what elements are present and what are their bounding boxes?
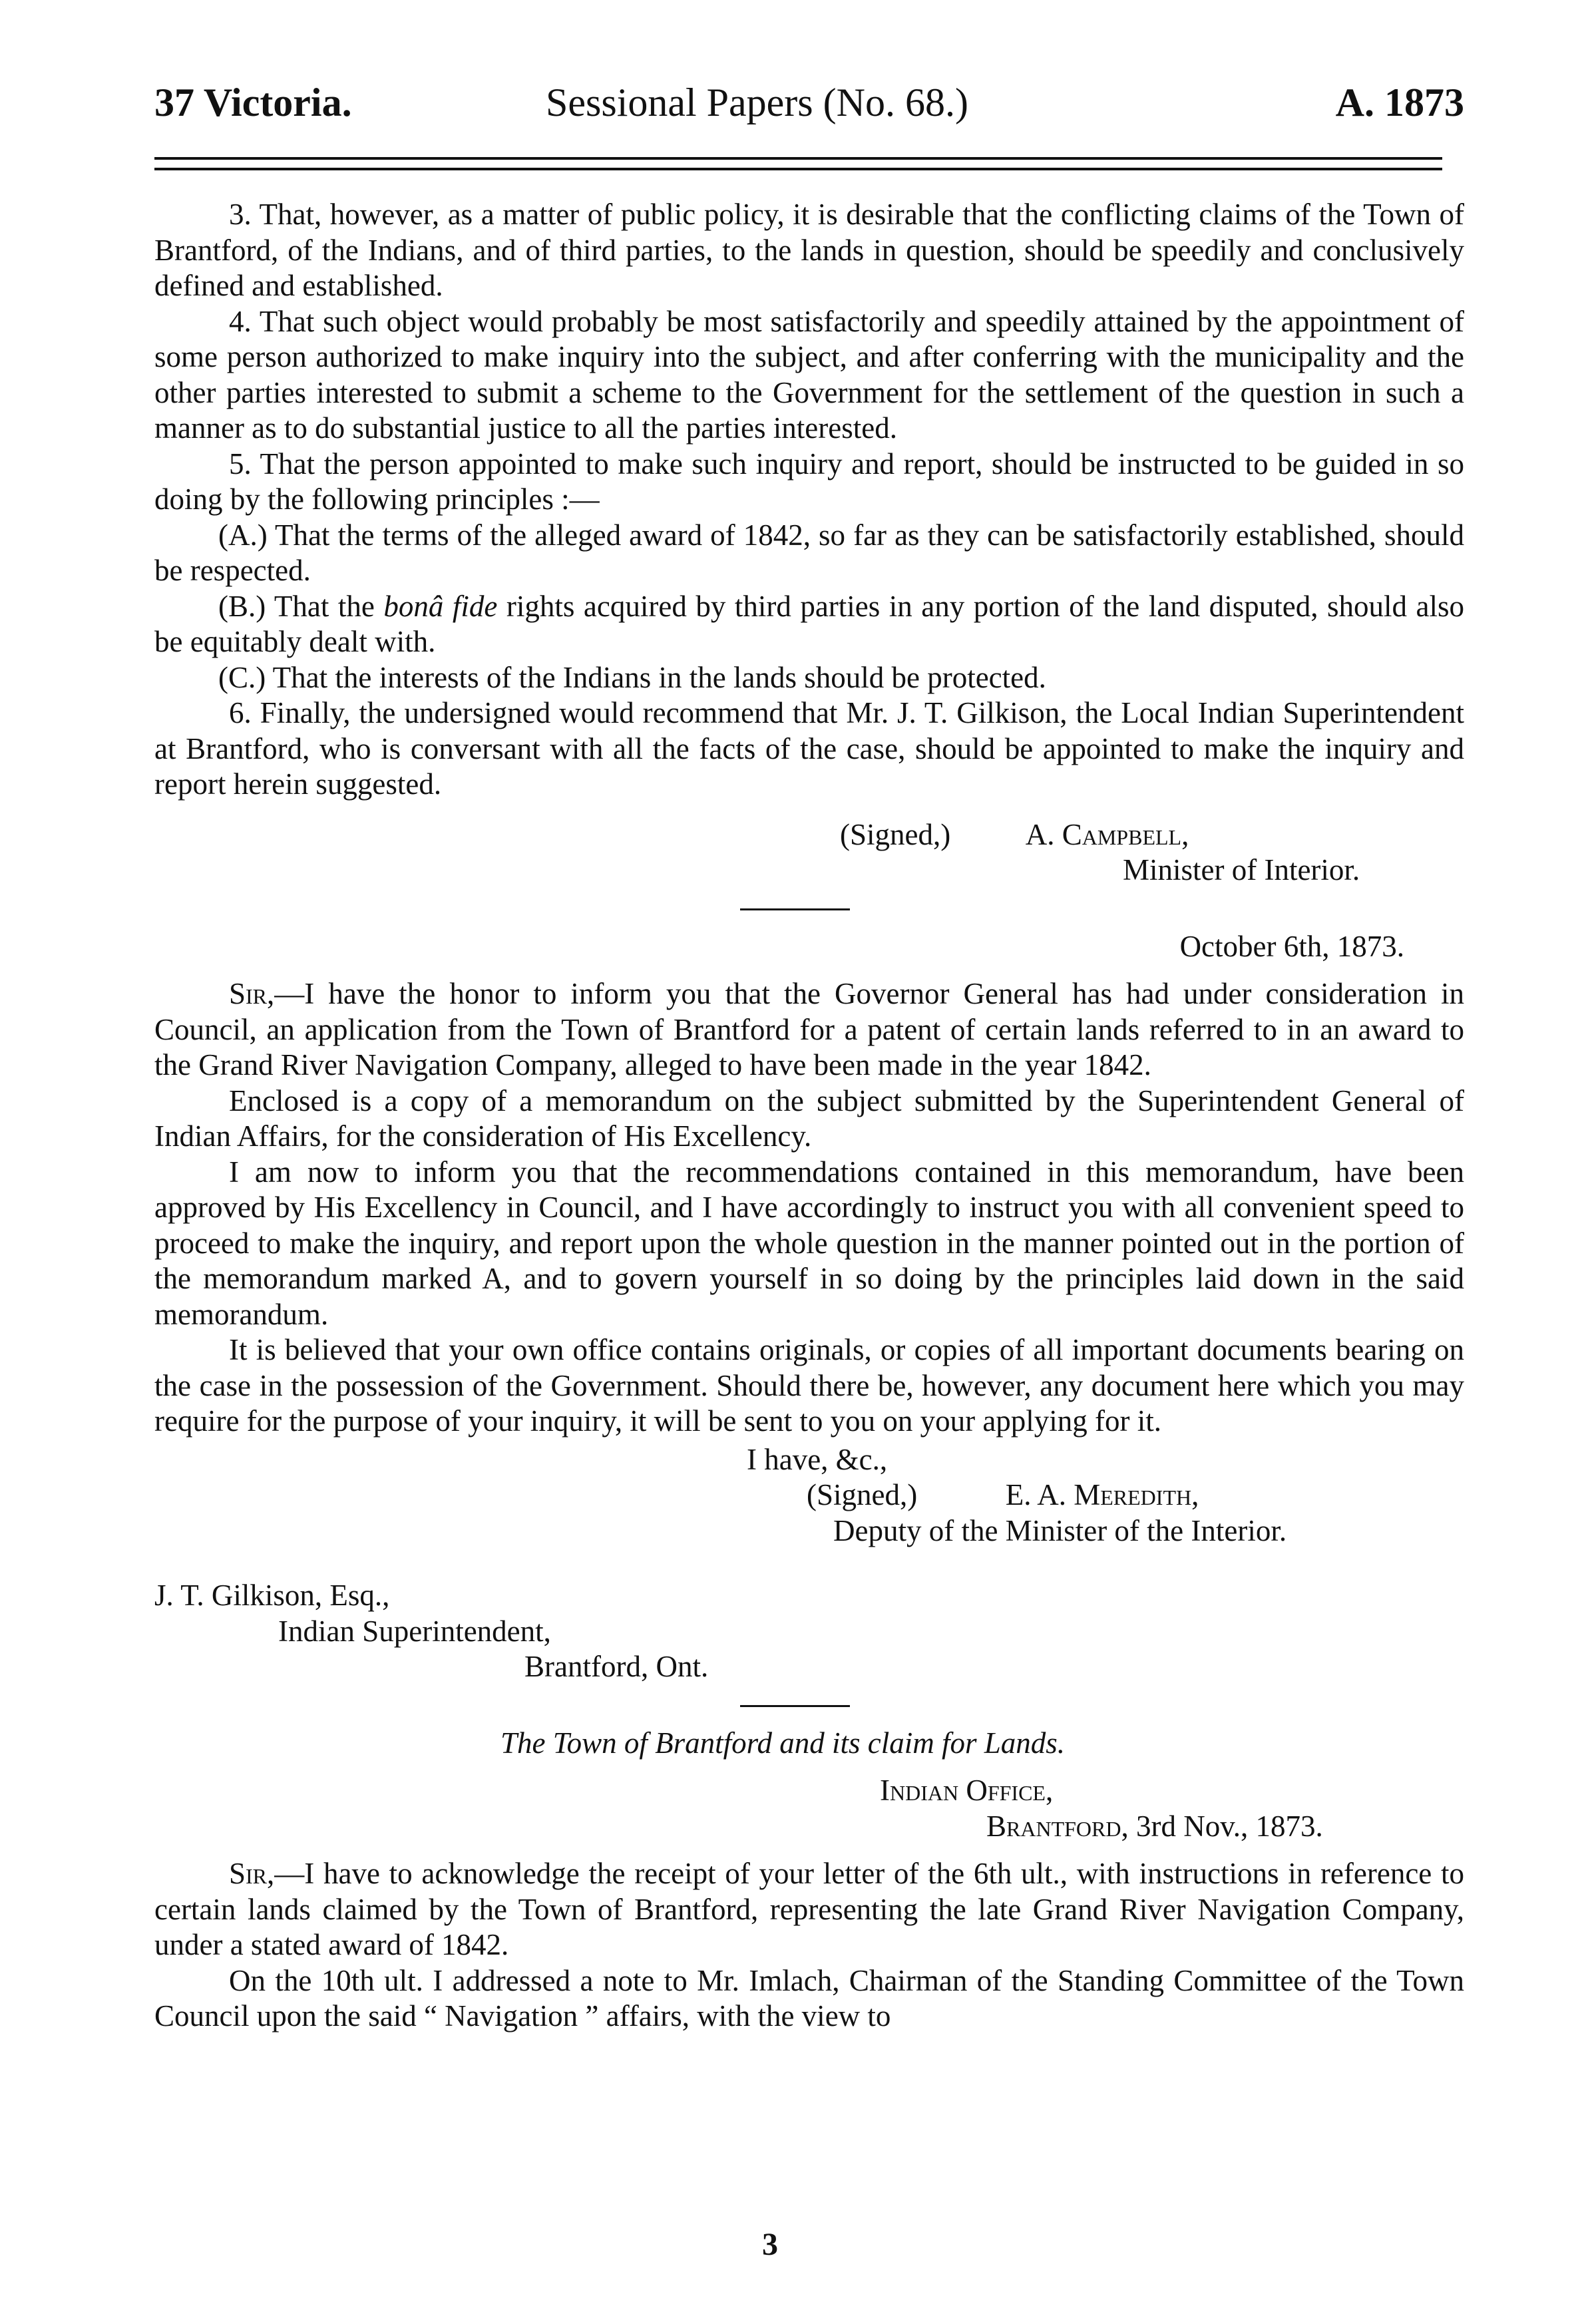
header-year: A. 1873 bbox=[1335, 81, 1464, 124]
header-session: 37 Victoria. bbox=[154, 81, 352, 124]
memo-signature bbox=[154, 817, 1464, 853]
section-divider bbox=[740, 908, 850, 910]
header-rule-top bbox=[154, 157, 1442, 160]
principle-b-post: rights acquired by third parties in any portion of the land disputed, should also be equitably dealt with. bbox=[154, 589, 1464, 658]
addressee-title: Indian Superintendent, bbox=[278, 1614, 551, 1648]
letter1-paragraph-2: Enclosed is a copy of a memorandum on the subject submitted by the Superintendent General of Indian Affairs, for the consideration of His Excellency. bbox=[154, 1083, 1464, 1153]
section-title: The Town of Brantford and its claim for Lands. bbox=[500, 1726, 1066, 1760]
principle-c: (C.) That the interests of the Indians in the lands should be protected. bbox=[218, 660, 1046, 694]
letter2-office: Indian Office, bbox=[880, 1774, 1054, 1807]
letter1-salutation: Sir, bbox=[229, 977, 275, 1010]
letter1-paragraph-3: I am now to inform you that the recommendations contained in this memorandum, have been approved by His Excellency in Council, and I have accordingly to instruct you with all convenient speed to proceed to make the inquiry, and report upon the whole question in the manner pointed out in the portion of the memorandum marked A, and to govern yourself in so doing by the principles laid down in the said memorandum. bbox=[154, 1155, 1464, 1331]
letter1-signature bbox=[154, 1477, 1464, 1513]
letter2-salutation: Sir, bbox=[229, 1857, 275, 1890]
letter1-signer-name: E. A. Meredith, bbox=[1005, 1478, 1199, 1511]
letter1-p1-text: —I have the honor to inform you that the Governor General has had under consideration in Council, an application from the Town of Brantford for a patent of certain lands referred to in an award to the Grand River Navigation Company, alleged to have been made in the year 1842. bbox=[154, 977, 1464, 1081]
letter1-date: October 6th, 1873. bbox=[1179, 929, 1404, 963]
header-rule-bottom bbox=[154, 168, 1442, 170]
header-title: Sessional Papers (No. 68.) bbox=[546, 81, 968, 124]
memo-signer-name: A. Campbell, bbox=[1025, 817, 1189, 851]
letter2-p1-text: —I have to acknowledge the receipt of your letter of the 6th ult., with instructions in reference to certain lands claimed by the Town of Brantford, representing the late Grand River Navigation Company, under a stated award of 1842. bbox=[154, 1857, 1464, 1961]
letter1-signed: (Signed,) bbox=[807, 1478, 918, 1511]
memo-signed: (Signed,) bbox=[840, 817, 951, 851]
memo-paragraph-5: 5. That the person appointed to make such inquiry and report, should be instructed to be guided in so doing by the following principles :— bbox=[154, 447, 1464, 516]
letter2-paragraph-2: On the 10th ult. I addressed a note to Mr. Imlach, Chairman of the Standing Committee of the Town Council upon the said “ Navigation ” affairs, with the view to bbox=[154, 1963, 1464, 2033]
letter2-place-date bbox=[154, 1809, 1464, 1845]
letter1-signer-title: Deputy of the Minister of the Interior. bbox=[833, 1513, 1287, 1547]
principle-a: (A.) That the terms of the alleged award of 1842, so far as they can be satisfactorily established, should be respected. bbox=[154, 518, 1464, 587]
letter2-place: Brantford, bbox=[986, 1809, 1129, 1843]
memo-paragraph-3: 3. That, however, as a matter of public policy, it is desirable that the conflicting claims of the Town of Brantford, of the Indians, and of third parties, to the lands in question, should be speedily and conclusively defined and established. bbox=[154, 198, 1464, 302]
addressee-name: J. T. Gilkison, Esq., bbox=[154, 1579, 390, 1612]
letter1-closing: I have, &c., bbox=[747, 1442, 888, 1476]
section-divider-2 bbox=[740, 1705, 850, 1707]
document-body bbox=[154, 197, 1464, 2034]
principle-b-pre: (B.) That the bbox=[218, 589, 384, 623]
letter2-paragraph-1 bbox=[154, 1856, 1464, 1963]
running-header bbox=[154, 73, 1464, 126]
memo-paragraph-4: 4. That such object would probably be most satisfactorily and speedily attained by the appointment of some person authorized to make inquiry into the subject, and after conferring with the municipality and the other parties interested to submit a scheme to the Government for the settlement of the question in such a manner as to do substantial justice to all the parties interested. bbox=[154, 304, 1464, 445]
page-number: 3 bbox=[762, 2227, 778, 2262]
letter2-date: 3rd Nov., 1873. bbox=[1128, 1809, 1323, 1843]
principle-b bbox=[154, 589, 1464, 660]
memo-signer-title: Minister of Interior. bbox=[1123, 853, 1360, 886]
memo-paragraph-6: 6. Finally, the undersigned would recommend that Mr. J. T. Gilkison, the Local Indian Superintendent at Brantford, who is conversant with all the facts of the case, should be appointed to make the inquiry and report herein suggested. bbox=[154, 696, 1464, 801]
addressee-place: Brantford, Ont. bbox=[524, 1650, 709, 1683]
principle-b-italic: bonâ fide bbox=[383, 589, 498, 623]
letter1-paragraph-1 bbox=[154, 976, 1464, 1083]
letter1-paragraph-4: It is believed that your own office contains originals, or copies of all important documents bearing on the case in the possession of the Government. Should there be, however, any document here which you may require for the purpose of your inquiry, it will be sent to you on your applying for it. bbox=[154, 1333, 1464, 1438]
